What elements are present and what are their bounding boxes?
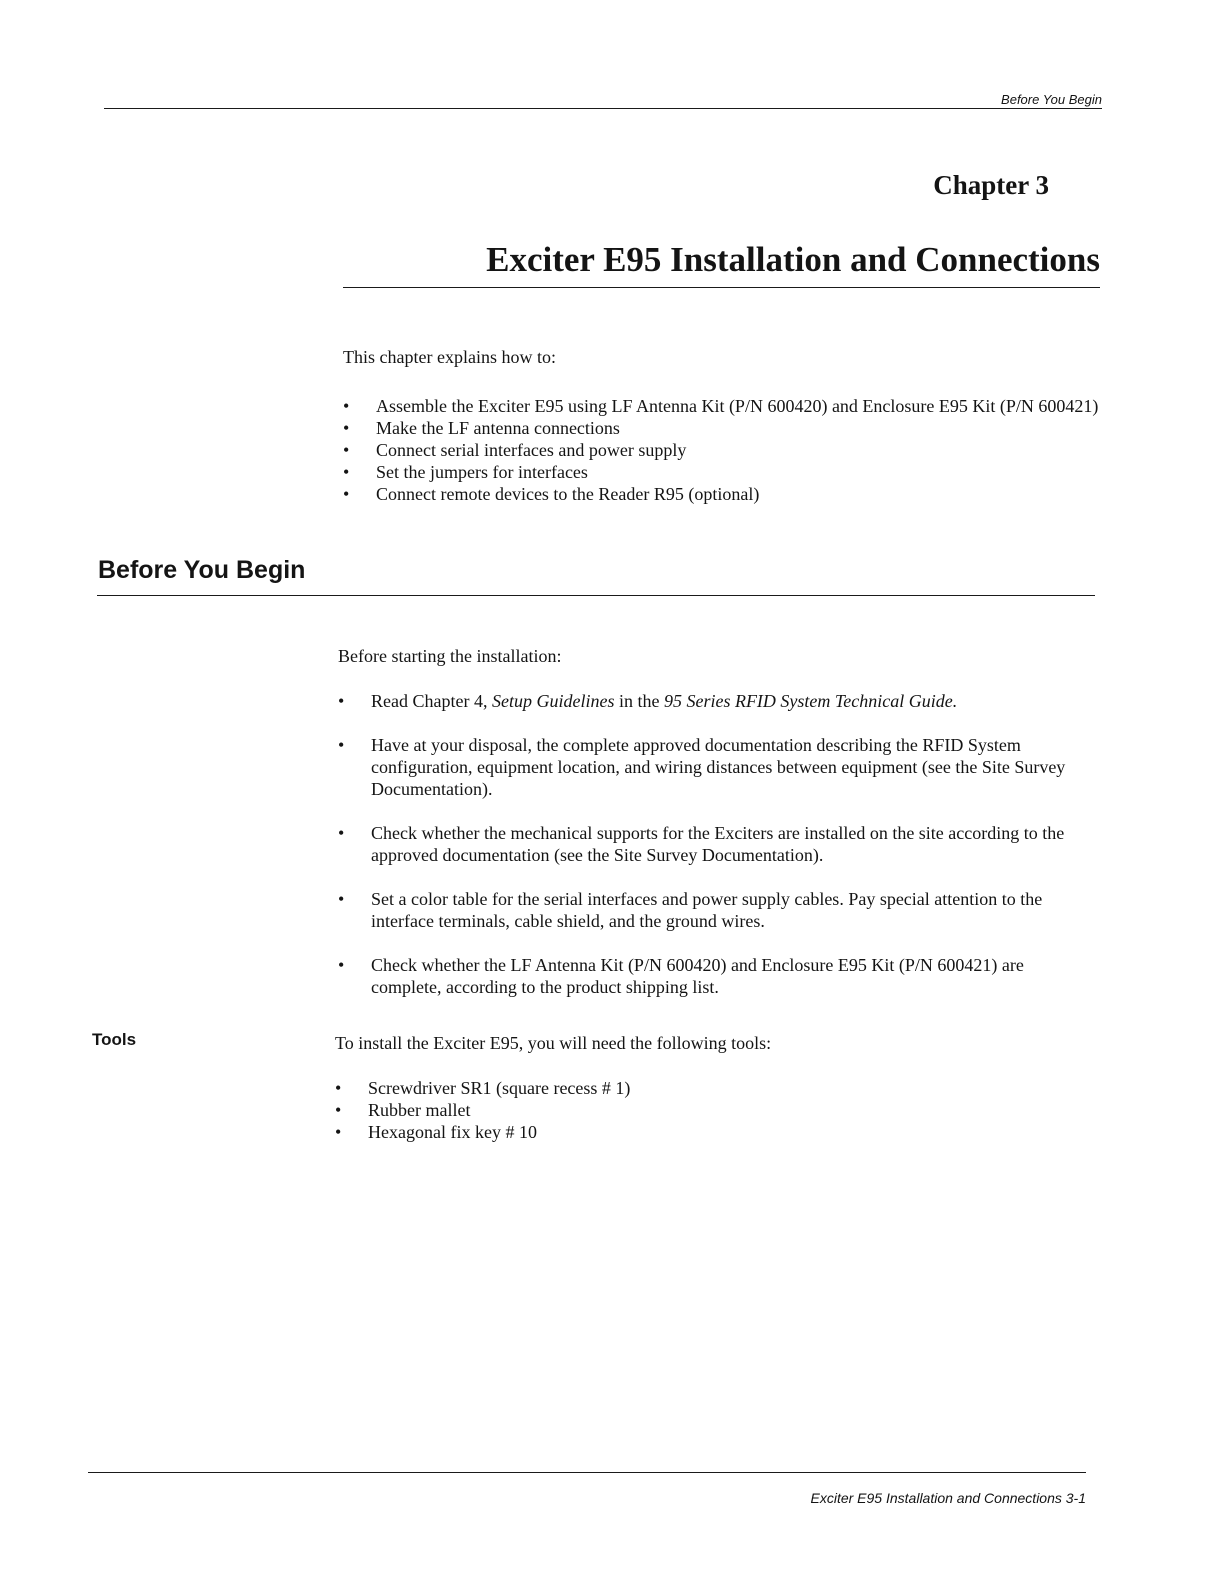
list-item: • Make the LF antenna connections	[343, 417, 1103, 439]
list-item: • Set the jumpers for interfaces	[343, 461, 1103, 483]
list-item: • Set a color table for the serial interfaces and power supply cables. Pay special attention to the interface terminals, cable shield, and the ground wires.	[338, 888, 1098, 932]
section-rule	[97, 595, 1095, 596]
chapter-reference: Setup Guidelines	[491, 691, 615, 711]
intro-lead: This chapter explains how to:	[343, 347, 556, 367]
list-item: • Assemble the Exciter E95 using LF Antenna Kit (P/N 600420) and Enclosure E95 Kit (P/N 600421)	[343, 395, 1103, 417]
list-item: • Connect serial interfaces and power supply	[343, 439, 1103, 461]
tools-list	[335, 1077, 1095, 1143]
list-item: • Check whether the LF Antenna Kit (P/N 600420) and Enclosure E95 Kit (P/N 600421) are complete, according to the product shipping list.	[338, 954, 1098, 998]
header-rule	[104, 108, 1102, 109]
footer-text: Exciter E95 Installation and Connections 3-1	[810, 1490, 1086, 1506]
list-item	[338, 690, 1098, 712]
list-item: • Connect remote devices to the Reader R95 (optional)	[343, 483, 1103, 505]
intro-list	[343, 395, 1103, 505]
list-item: • Screwdriver SR1 (square recess # 1)	[335, 1077, 1095, 1099]
list-item: • Rubber mallet	[335, 1099, 1095, 1121]
before-lead: Before starting the installation:	[338, 646, 562, 666]
running-header: Before You Begin	[1001, 92, 1102, 107]
chapter-title-rule	[343, 287, 1100, 288]
chapter-title: Exciter E95 Installation and Connections	[486, 240, 1100, 279]
before-list	[338, 690, 1098, 998]
section-heading: Before You Begin	[98, 556, 306, 584]
tools-lead: To install the Exciter E95, you will need the following tools:	[335, 1033, 772, 1053]
chapter-label: Chapter 3	[933, 170, 1049, 200]
tools-heading: Tools	[92, 1030, 137, 1049]
guide-reference: 95 Series RFID System Technical Guide.	[663, 691, 958, 711]
list-item: • Hexagonal fix key # 10	[335, 1121, 1095, 1143]
footer-rule	[88, 1472, 1086, 1473]
item-prefix: Read Chapter 4,	[371, 691, 492, 711]
list-item: • Have at your disposal, the complete approved documentation describing the RFID System configuration, equipment location, and wiring distances between equipment (see the Site Survey Documentation).	[338, 734, 1098, 800]
list-item: • Check whether the mechanical supports for the Exciters are installed on the site according to the approved documentation (see the Site Survey Documentation).	[338, 822, 1098, 866]
item-middle: in the	[614, 691, 664, 711]
